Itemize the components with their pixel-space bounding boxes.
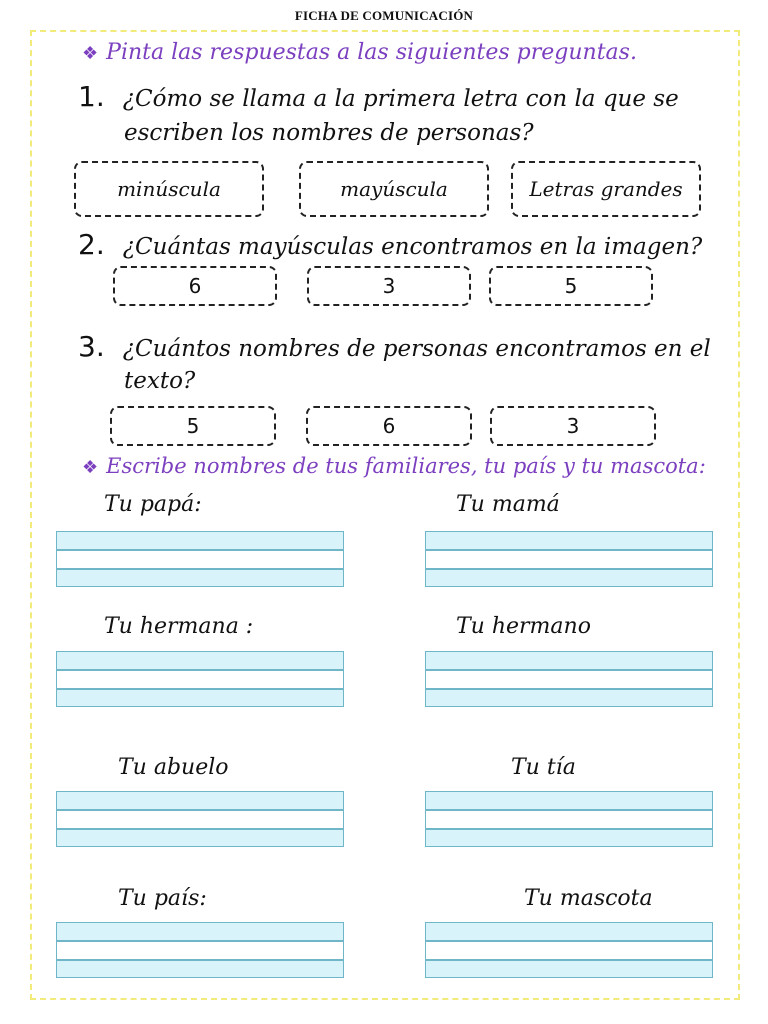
answer-option-6[interactable]: 6 <box>113 266 277 306</box>
question-text: ¿Cuántas mayúsculas encontramos en la imagen? <box>122 234 703 260</box>
answer-option-minuscula[interactable]: minúscula <box>74 161 264 217</box>
writing-lines-pais[interactable] <box>56 922 344 978</box>
writing-lines-hermano[interactable] <box>425 651 713 707</box>
question-1-line-1 <box>78 80 679 113</box>
writing-lines-tia[interactable] <box>425 791 713 847</box>
question-1-line-2: escriben los nombres de personas? <box>124 120 534 146</box>
diamond-bullet-icon: ❖ <box>82 457 99 478</box>
writing-lines-papa[interactable] <box>56 531 344 587</box>
writing-lines-mascota[interactable] <box>425 922 713 978</box>
answer-option-3[interactable]: 3 <box>307 266 471 306</box>
label-hermana: Tu hermana : <box>104 614 254 639</box>
question-number: 3. <box>78 330 105 363</box>
answer-option-6[interactable]: 6 <box>306 406 472 446</box>
label-mama: Tu mamá <box>456 492 560 517</box>
diamond-bullet-icon: ❖ <box>82 43 99 64</box>
page-title: FICHA DE COMUNICACIÓN <box>294 8 474 23</box>
writing-lines-hermana[interactable] <box>56 651 344 707</box>
instruction-text: Escribe nombres de tus familiares, tu país y tu mascota: <box>106 454 706 478</box>
question-text: ¿Cómo se llama a la primera letra con la que se <box>122 86 679 112</box>
writing-lines-abuelo[interactable] <box>56 791 344 847</box>
answer-option-5[interactable]: 5 <box>110 406 276 446</box>
label-hermano: Tu hermano <box>456 614 591 639</box>
answer-option-3[interactable]: 3 <box>490 406 656 446</box>
instruction-write-names <box>82 454 706 478</box>
label-pais: Tu país: <box>118 886 207 911</box>
question-number: 2. <box>78 228 105 261</box>
answer-option-5[interactable]: 5 <box>489 266 653 306</box>
question-number: 1. <box>78 80 105 113</box>
instruction-text: Pinta las respuestas a las siguientes preguntas. <box>106 40 637 65</box>
label-mascota: Tu mascota <box>524 886 653 911</box>
question-2 <box>78 228 702 261</box>
label-abuelo: Tu abuelo <box>118 755 229 780</box>
instruction-paint-answers <box>82 40 637 65</box>
question-3-line-1 <box>78 330 711 363</box>
question-text: ¿Cuántos nombres de personas encontramos en el <box>122 336 711 362</box>
answer-option-mayuscula[interactable]: mayúscula <box>299 161 489 217</box>
writing-lines-mama[interactable] <box>425 531 713 587</box>
label-tia: Tu tía <box>511 755 576 780</box>
label-papa: Tu papá: <box>104 492 202 517</box>
answer-option-letras-grandes[interactable]: Letras grandes <box>511 161 701 217</box>
question-3-line-2: texto? <box>124 368 196 394</box>
